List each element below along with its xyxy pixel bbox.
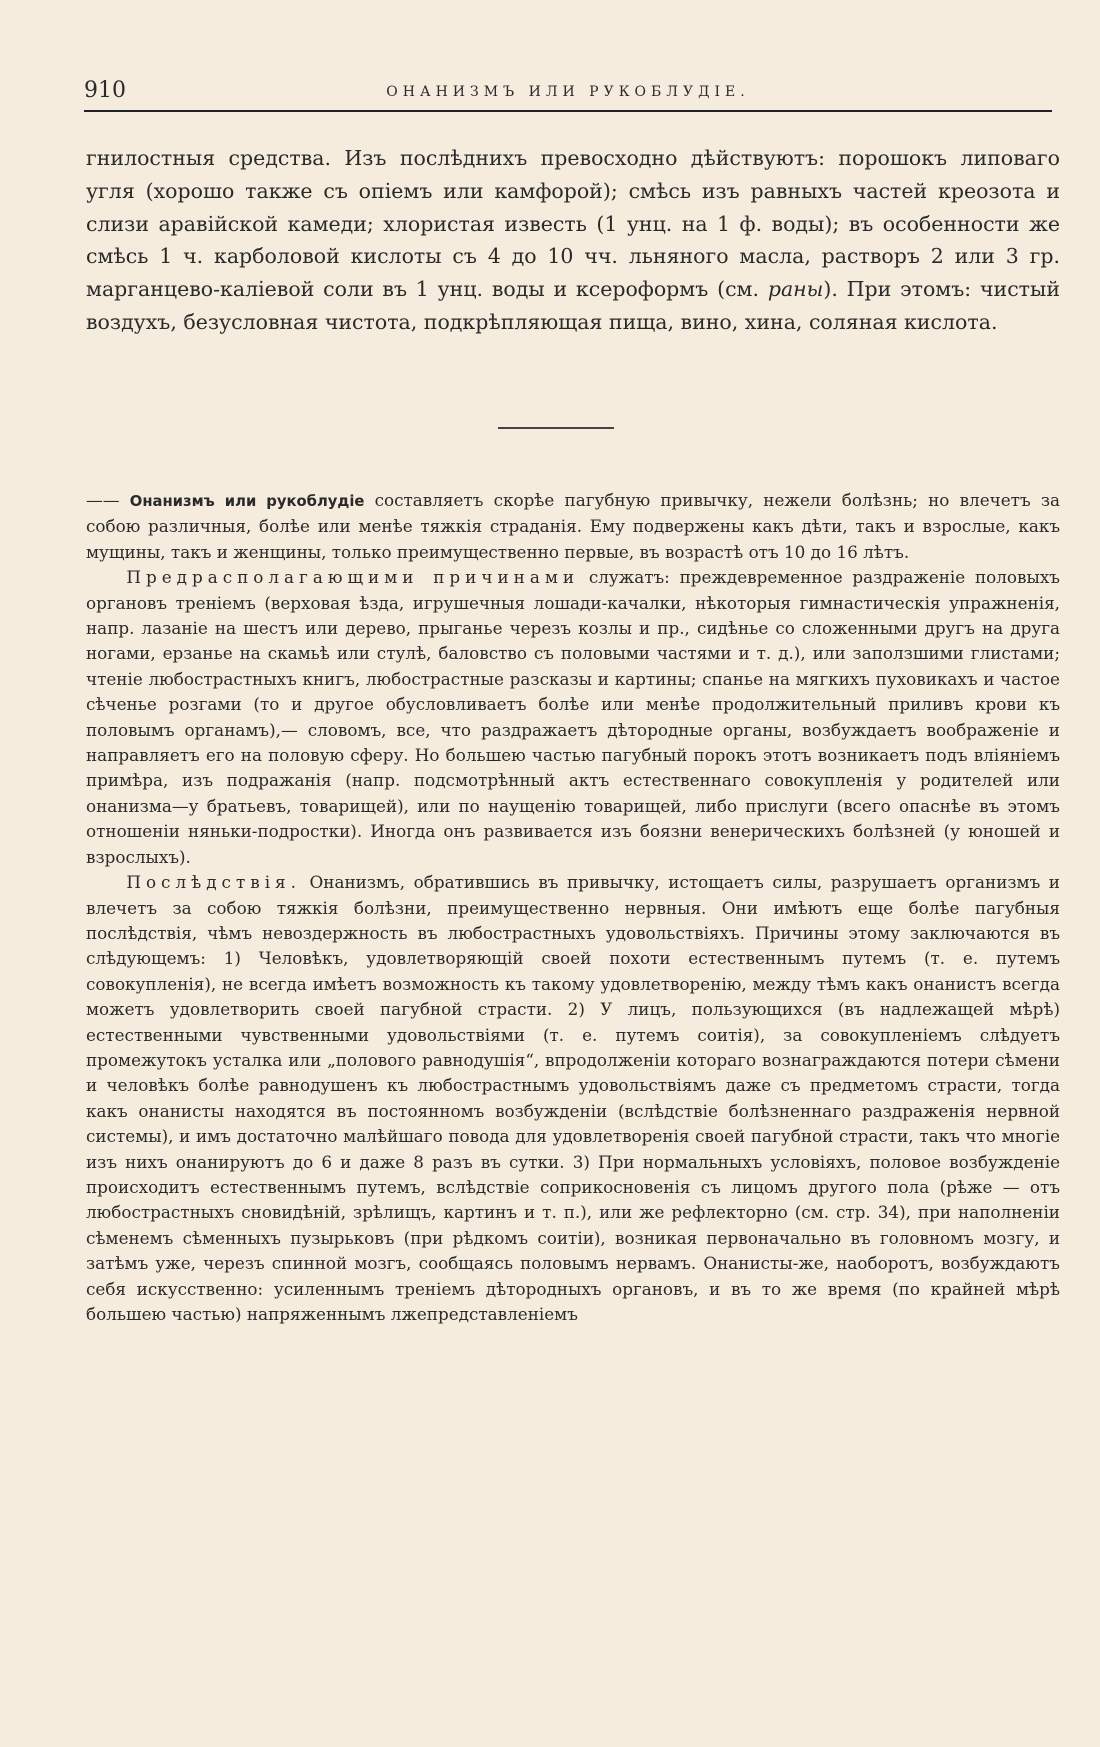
page-number: 910: [84, 78, 126, 103]
paragraph-remedies: [86, 142, 1060, 339]
consequences-heading: Послѣдствія.: [126, 872, 301, 893]
page-header: [84, 78, 1052, 108]
section-separator: [498, 427, 614, 429]
consequences-text: Онанизмъ, обратившись въ привычку, истощаетъ силы, разрушаетъ организмъ и влечетъ за собою тяжкія болѣзни, преимущественно нервныя. Они имѣютъ еще болѣе пагубныя послѣдствія, чѣмъ невоздержность въ любострастныхъ удовольствіяхъ. Причины этому заключаются въ слѣдующемъ: 1) Человѣкъ, удовлетворяющій своей похоти естественнымъ путемъ (т. е. путемъ совокупленія), не всегда имѣетъ возможность къ такому удовлетворенію, между тѣмъ какъ онанистъ всегда можетъ удовлетворить своей пагубной страсти. 2) У лицъ, пользующихся (въ надлежащей мѣрѣ) естественными чувственными удовольствіями (т. е. путемъ соитія), за совокупленіемъ слѣдуетъ промежутокъ усталка или „полового равнодушія“, впродолженіи котораго вознаграждаются потери сѣмени и человѣкъ болѣе равнодушенъ къ любострастнымъ удовольствіямъ даже съ предметомъ страсти, тогда какъ онанисты находятся въ постоянномъ возбужденіи (вслѣдствіе болѣзненнаго раздраженія нервной системы), и имъ достаточно малѣйшаго повода для удовлетворенія своей пагубной страсти, такъ что многіе изъ нихъ онанируютъ до 6 и даже 8 разъ въ сутки. 3) При нормальныхъ условіяхъ, половое возбужденіе происходитъ естественнымъ путемъ, вслѣдствіе соприкосновенія съ лицомъ другого пола (рѣже — отъ любострастныхъ сновидѣній, зрѣлищъ, картинъ и т. п.), или же рефлекторно (см. стр. 34), при наполненіи сѣменемъ сѣменныхъ пузырьковъ (при рѣдкомъ соитіи), возникая первоначально въ головномъ мозгу, и затѣмъ уже, черезъ спинной мозгъ, сообщаясь половымъ нервамъ. Онанисты-же, наоборотъ, возбуждаютъ себя искусственно: усиленнымъ треніемъ дѣтородныхъ органовъ, и въ то же время (по крайней мѣрѣ большею частью) напряженнымъ лжепредставленіемъ: [86, 872, 1060, 1324]
article-onanism: [86, 488, 1060, 1327]
header-rule: [84, 110, 1052, 112]
causes-text: служатъ: преждевременное раздраженіе половыхъ органовъ треніемъ (верховая ѣзда, игрушечныя лошади-качалки, нѣкоторыя гимнастическія упражненія, напр. лазаніе на шестъ или дерево, прыганье черезъ козлы и пр., сидѣнье со сложенными другъ на друга ногами, ерзанье на скамьѣ или стулѣ, баловство съ половыми частями и т. д.), или заползшими глистами; чтеніе любострастныхъ книгъ, любострастные разсказы и картины; спанье на мягкихъ пуховикахъ и частое сѣченье розгами (то и другое обусловливаетъ болѣе или менѣе продолжительный приливъ крови къ половымъ органамъ),— словомъ, все, что раздражаетъ дѣтородные органы, возбуждаетъ воображеніе и направляетъ его на половую сферу. Но большею частью пагубный порокъ этотъ возникаетъ подъ вліяніемъ примѣра, изъ подражанія (напр. подсмотрѣнный актъ естественнаго совокупленія у родителей или онанизма—у братьевъ, товарищей), или по наущенію товарищей, либо прислуги (всего опаснѣе въ этомъ отношеніи няньки-подростки). Иногда онъ развивается изъ боязни венерическихъ болѣзней (у юношей и взрослыхъ).: [86, 567, 1060, 867]
article-intro: [86, 488, 1060, 565]
remedies-text-end: ). При этомъ: чистый воздухъ, безусловная чистота, подкрѣпляющая пища, вино, хина, соляная кислота.: [86, 277, 1060, 334]
running-title: ОНАНИЗМЪ ИЛИ РУКОБЛУДІЕ.: [386, 84, 750, 100]
paragraph-causes: [86, 565, 1060, 870]
cross-reference: раны: [767, 277, 824, 302]
paragraph-consequences: [86, 870, 1060, 1327]
intro-text: составляетъ скорѣе пагубную привычку, нежели болѣзнь; но влечетъ за собою различныя, болѣе или менѣе тяжкія страданія. Ему подвержены какъ дѣти, такъ и взрослые, какъ мущины, такъ и женщины, только преимущественно первые, въ возрастѣ отъ 10 до 16 лѣтъ.: [86, 490, 1060, 562]
em-dash: ——: [86, 490, 120, 510]
remedies-text: гнилостныя средства. Изъ послѣднихъ превосходно дѣйствуютъ: порошокъ липоваго угля (хорошо также съ опіемъ или камфорой); смѣсь изъ равныхъ частей креозота и слизи аравійской камеди; хлористая известь (1 унц. на 1 ф. воды); въ особенности же смѣсь 1 ч. карболовой кислоты съ 4 до 10 чч. льняного масла, растворъ 2 или 3 гр. марганцево-каліевой соли въ 1 унц. воды и ксероформъ (см.: [86, 146, 1060, 302]
causes-heading: Предрасполагающими причинами: [126, 567, 580, 588]
article-title: Онанизмъ или рукоблудіе: [129, 493, 365, 510]
